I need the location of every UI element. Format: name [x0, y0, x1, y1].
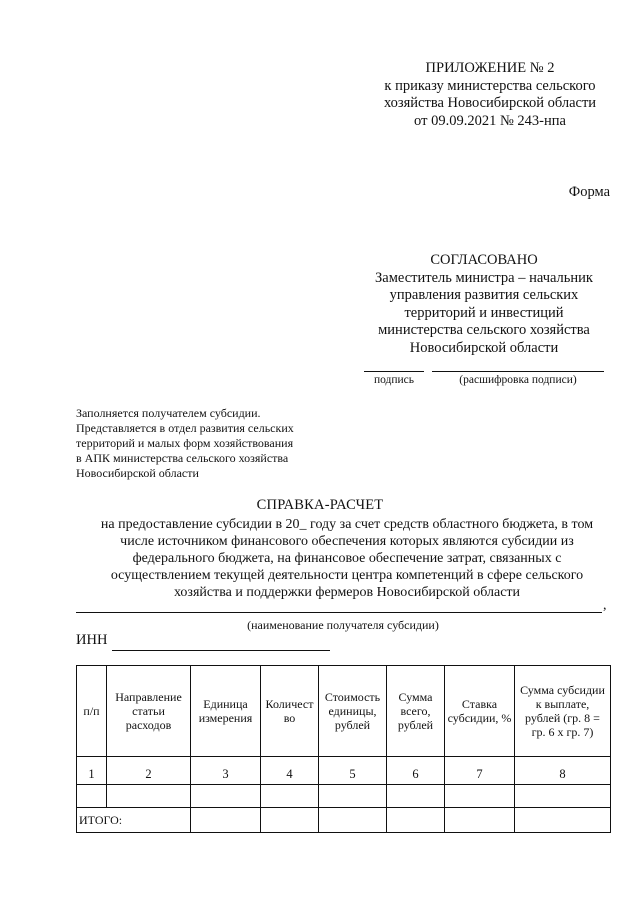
- total-label: ИТОГО:: [77, 808, 191, 833]
- header-cell: Сумма субсидии к выплате, рублей (гр. 8 = гр. 6 х гр. 7): [515, 666, 611, 757]
- table-cell[interactable]: [191, 808, 261, 833]
- subtitle-line: федерального бюджета, на финансовое обеспечение затрат, связанных с: [132, 551, 562, 566]
- form-label: Форма: [568, 184, 610, 200]
- appendix-ministry-line: хозяйства Новосибирской области: [383, 95, 597, 111]
- table-cell[interactable]: [77, 785, 107, 808]
- recipient-name-caption: (наименование получателя субсидии): [247, 618, 439, 632]
- table-cell[interactable]: [445, 808, 515, 833]
- note-line: в АПК министерства сельского хозяйства: [76, 451, 289, 465]
- approval-block: [350, 252, 618, 357]
- appendix-date-line: от 09.09.2021 № 243-нпа: [414, 112, 566, 129]
- header-cell: п/п: [77, 666, 107, 757]
- inn-label: ИНН: [76, 632, 108, 648]
- approval-line: управления развития сельских: [389, 287, 579, 303]
- column-number: 7: [445, 757, 515, 785]
- approval-line: Заместитель министра – начальник: [375, 269, 593, 286]
- document-title: СПРАВКА-РАСЧЕТ: [256, 497, 384, 513]
- note-line: Представляется в отдел развития сельских: [76, 421, 294, 435]
- table-row: [77, 785, 611, 808]
- instruction-note: [76, 406, 294, 481]
- approval-title: СОГЛАСОВАНО: [430, 252, 538, 268]
- column-number: 3: [191, 757, 261, 785]
- subtitle-line: на предоставление субсидии в 20_ году за счет средств областного бюджета, в том: [100, 517, 594, 532]
- table-header-row: [77, 666, 611, 757]
- header-cell: Количество: [261, 666, 319, 757]
- note-line: территорий и малых форм хозяйствования: [76, 436, 294, 450]
- header-cell: Ставка субсидии, %: [445, 666, 515, 757]
- total-row: [77, 808, 611, 833]
- table-cell[interactable]: [515, 808, 611, 833]
- table-cell[interactable]: [515, 785, 611, 808]
- signature-decryption-caption: (расшифровка подписи): [459, 374, 577, 386]
- column-number: 6: [387, 757, 445, 785]
- inn-field[interactable]: [112, 650, 330, 651]
- appendix-header: [340, 60, 640, 130]
- table-cell[interactable]: [191, 785, 261, 808]
- signature-decryption-line[interactable]: [432, 371, 604, 372]
- column-number: 4: [261, 757, 319, 785]
- approval-line: министерства сельского хозяйства: [378, 322, 590, 338]
- header-cell: Сумма всего, рублей: [387, 666, 445, 757]
- header-cell: Стоимость единицы, рублей: [319, 666, 387, 757]
- header-cell: Направление статьи расходов: [107, 666, 191, 757]
- document-subtitle: [70, 516, 624, 601]
- subtitle-line: осуществлением текущей деятельности центра компетенций в сфере сельского: [110, 568, 584, 583]
- table-cell[interactable]: [387, 808, 445, 833]
- table-cell[interactable]: [319, 785, 387, 808]
- column-number: 8: [515, 757, 611, 785]
- signature-caption: подпись: [373, 374, 415, 386]
- table-cell[interactable]: [445, 785, 515, 808]
- appendix-order-line: к приказу министерства сельского: [384, 77, 596, 94]
- table-cell[interactable]: [107, 785, 191, 808]
- column-number-row: [77, 757, 611, 785]
- header-cell: Единица измерения: [191, 666, 261, 757]
- note-line: Новосибирской области: [76, 466, 199, 480]
- appendix-title: ПРИЛОЖЕНИЕ № 2: [425, 60, 555, 76]
- recipient-name-field[interactable]: [76, 612, 602, 613]
- table-cell[interactable]: [261, 785, 319, 808]
- approval-line: территорий и инвестиций: [404, 304, 564, 321]
- column-number: 5: [319, 757, 387, 785]
- table-cell[interactable]: [387, 785, 445, 808]
- column-number: 1: [77, 757, 107, 785]
- approval-line: Новосибирской области: [409, 339, 559, 356]
- calculation-table: [76, 665, 611, 833]
- signature-line[interactable]: [364, 371, 424, 372]
- table-cell[interactable]: [319, 808, 387, 833]
- subtitle-line: хозяйства и поддержки фермеров Новосибирской области: [173, 585, 521, 600]
- subtitle-line: числе источником финансового обеспечения которых являются субсидии из: [120, 534, 574, 549]
- recipient-name-comma: ,: [603, 598, 607, 613]
- table-cell[interactable]: [261, 808, 319, 833]
- note-line: Заполняется получателем субсидии.: [76, 406, 261, 420]
- column-number: 2: [107, 757, 191, 785]
